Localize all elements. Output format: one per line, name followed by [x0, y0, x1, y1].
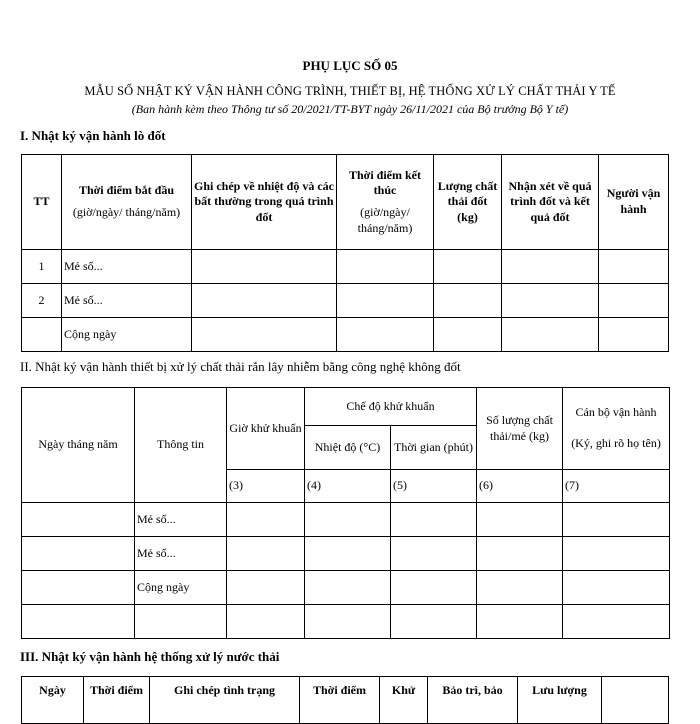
row-number: 2: [22, 284, 62, 318]
column-number: (3): [227, 470, 305, 503]
col-disinfect: Khử: [380, 677, 428, 724]
table-cell[interactable]: [227, 571, 305, 605]
table-cell[interactable]: [22, 571, 135, 605]
table-cell[interactable]: [477, 503, 563, 537]
col-end-time: Thời điểm kết thúc (giờ/ngày/ tháng/năm): [337, 155, 434, 250]
table-row: [22, 537, 670, 571]
table-cell[interactable]: [391, 571, 477, 605]
table-cell[interactable]: [391, 503, 477, 537]
col-day: Ngày: [22, 677, 84, 724]
table-row: [22, 284, 669, 318]
col-operator: Người vận hành: [599, 155, 669, 250]
table-cell[interactable]: [599, 250, 669, 284]
section2-heading: II. Nhật ký vận hành thiết bị xử lý chất thải rắn lây nhiễm bằng công nghệ không đốt: [20, 359, 461, 374]
incinerator-log-table: [21, 154, 669, 352]
table-cell[interactable]: [477, 605, 563, 639]
section1-heading: I. Nhật ký vận hành lò đốt: [20, 128, 166, 143]
col-temperature-notes: Ghi chép về nhiệt độ và các bất thường trong quá trình đốt: [192, 155, 337, 250]
row-label: Mẻ số...: [135, 537, 227, 571]
section3-heading: III. Nhật ký vận hành hệ thống xử lý nước thải: [20, 649, 280, 664]
table-cell[interactable]: [305, 571, 391, 605]
col-extra: [602, 677, 669, 724]
table-header-row: [22, 388, 670, 426]
table-cell[interactable]: [477, 571, 563, 605]
wastewater-log-table: [21, 676, 669, 724]
column-number: (7): [563, 470, 670, 503]
column-number: (4): [305, 470, 391, 503]
table-row: [22, 503, 670, 537]
table-cell[interactable]: [502, 284, 599, 318]
row-label: Mẻ số...: [135, 503, 227, 537]
table-cell[interactable]: [599, 284, 669, 318]
row-label: Mẻ số...: [62, 284, 192, 318]
table-header-row: [22, 155, 669, 250]
row-label: Cộng ngày: [62, 318, 192, 352]
col-disinfection-mode: Chế độ khử khuẩn: [305, 388, 477, 426]
col-time: Thời điểm: [84, 677, 150, 724]
table-cell[interactable]: [22, 605, 135, 639]
table-cell[interactable]: [192, 318, 337, 352]
table-cell[interactable]: [227, 605, 305, 639]
table-cell[interactable]: [192, 284, 337, 318]
table-cell[interactable]: [22, 503, 135, 537]
table-cell[interactable]: [502, 318, 599, 352]
col-date: Ngày tháng năm: [22, 388, 135, 503]
table-row: [22, 250, 669, 284]
col-maintenance: Bảo trì, bảo: [428, 677, 518, 724]
table-cell[interactable]: [337, 284, 434, 318]
table-cell[interactable]: [563, 605, 670, 639]
row-label: [135, 605, 227, 639]
col-temperature: Nhiệt độ (°C): [305, 426, 391, 470]
col-waste-quantity: Số lượng chất thải/mẻ (kg): [477, 388, 563, 470]
table-cell[interactable]: [563, 503, 670, 537]
table-cell[interactable]: [391, 537, 477, 571]
col-status-notes: Ghi chép tình trạng: [150, 677, 300, 724]
table-cell[interactable]: [563, 537, 670, 571]
table-cell[interactable]: [305, 537, 391, 571]
table-cell[interactable]: [434, 284, 502, 318]
col-duration: Thời gian (phút): [391, 426, 477, 470]
table-cell[interactable]: [434, 250, 502, 284]
row-label: Cộng ngày: [135, 571, 227, 605]
form-subtitle: MẪU SỔ NHẬT KÝ VẬN HÀNH CÔNG TRÌNH, THIẾT BỊ, HỆ THỐNG XỬ LÝ CHẤT THẢI Y TẾ: [84, 84, 616, 98]
column-number: (5): [391, 470, 477, 503]
table-cell[interactable]: [391, 605, 477, 639]
appendix-title: PHỤ LỤC SỐ 05: [302, 58, 398, 73]
non-burn-treatment-log-table: [21, 387, 670, 639]
col-waste-amount: Lượng chất thải đốt (kg): [434, 155, 502, 250]
table-row: [22, 318, 669, 352]
table-cell[interactable]: [477, 537, 563, 571]
table-row: [22, 605, 670, 639]
table-cell[interactable]: [502, 250, 599, 284]
table-cell[interactable]: [305, 605, 391, 639]
table-cell[interactable]: [192, 250, 337, 284]
table-cell[interactable]: [22, 537, 135, 571]
row-number: [22, 318, 62, 352]
table-cell[interactable]: [305, 503, 391, 537]
table-cell[interactable]: [227, 503, 305, 537]
table-header-row: [22, 677, 669, 724]
table-cell[interactable]: [563, 571, 670, 605]
table-cell[interactable]: [599, 318, 669, 352]
col-remarks: Nhận xét về quá trình đốt và kết quả đốt: [502, 155, 599, 250]
table-cell[interactable]: [337, 250, 434, 284]
col-disinfection-time: Giờ khử khuẩn: [227, 388, 305, 470]
row-number: 1: [22, 250, 62, 284]
table-cell[interactable]: [337, 318, 434, 352]
table-row: [22, 571, 670, 605]
col-time-end: Thời điểm: [300, 677, 380, 724]
row-label: Mẻ số...: [62, 250, 192, 284]
col-info: Thông tin: [135, 388, 227, 503]
col-flow-rate: Lưu lượng: [518, 677, 602, 724]
col-start-time: Thời điểm bắt đầu (giờ/ngày/ tháng/năm): [62, 155, 192, 250]
issued-note: (Ban hành kèm theo Thông tư số 20/2021/TT-BYT ngày 26/11/2021 của Bộ trưởng Bộ Y tế): [131, 102, 569, 116]
column-number: (6): [477, 470, 563, 503]
table-cell[interactable]: [227, 537, 305, 571]
col-operating-staff: Cán bộ vận hành (Ký, ghi rõ họ tên): [563, 388, 670, 470]
col-tt: TT: [22, 155, 62, 250]
table-cell[interactable]: [434, 318, 502, 352]
